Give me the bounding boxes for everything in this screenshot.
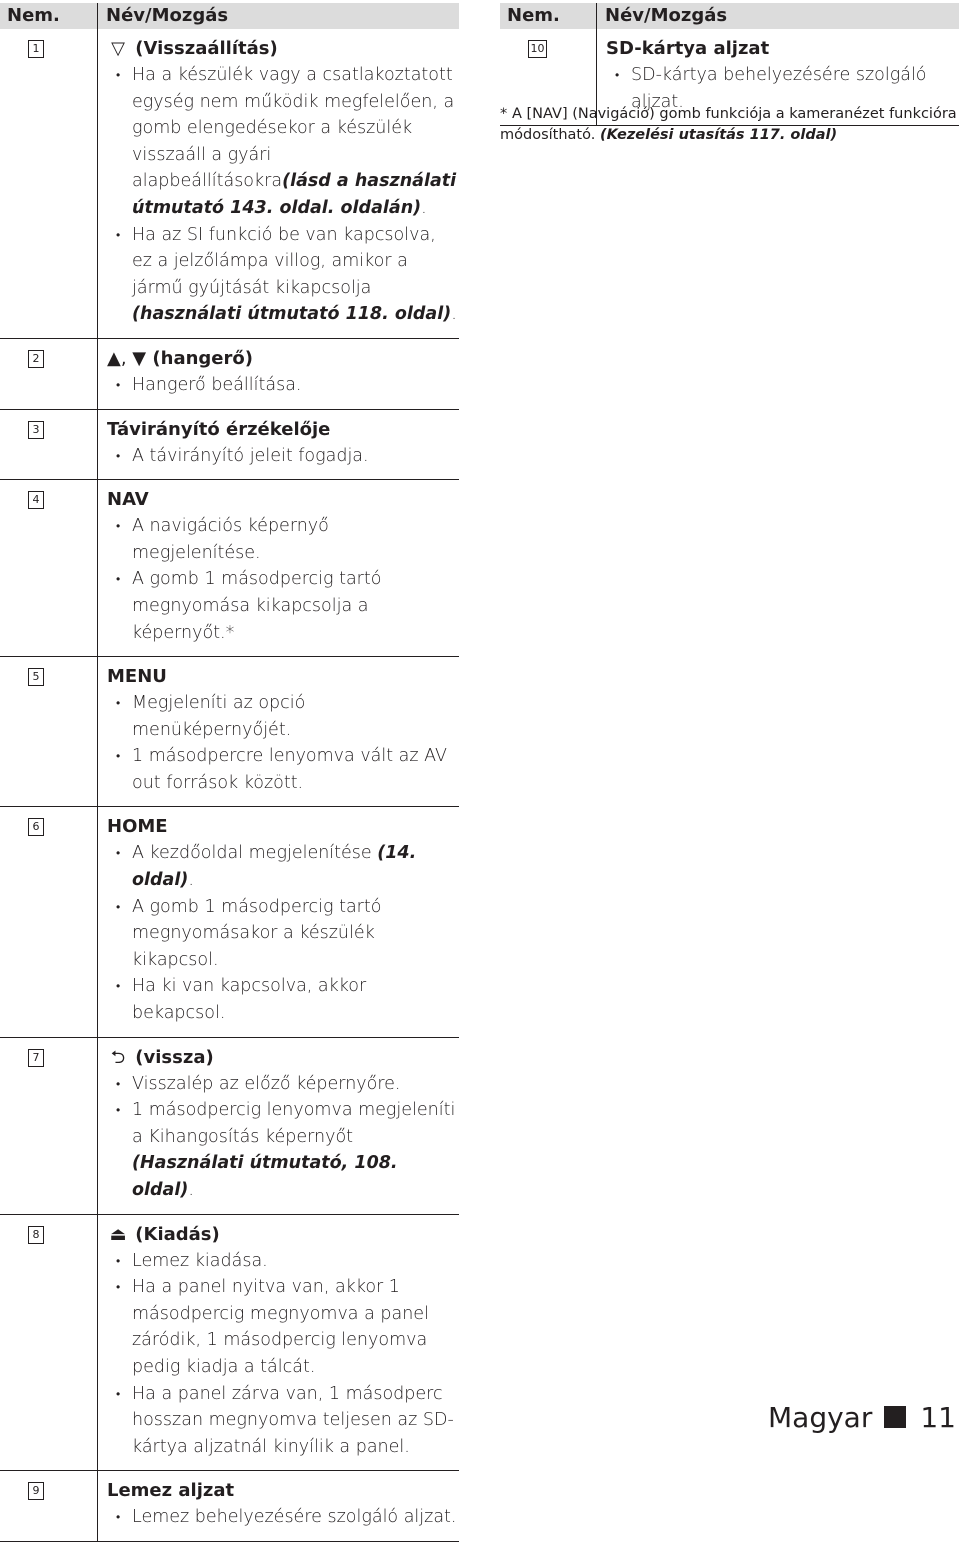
- button-icon: ▲, ▼: [107, 347, 147, 369]
- header-num: Nem.: [500, 3, 597, 29]
- item-text: 1 másodpercre lenyomva vált az AV out források között.: [132, 746, 447, 793]
- row-title-text: HOME: [107, 816, 168, 838]
- row-title-text: NAV: [107, 489, 149, 511]
- item-text: Ha a panel nyitva van, akkor 1 másodpercig megnyomva a panel záródik, 1 másodpercig lenyomva pedig kiadja a tálcát.: [132, 1277, 429, 1377]
- list-item: [107, 1071, 459, 1098]
- row-body: [98, 1471, 460, 1542]
- item-text: Ha a panel zárva van, 1 másodperc hosszan megnyomva teljesen az SD-kártya aljzatnál kinyílik a panel.: [132, 1383, 454, 1457]
- row-title-text: MENU: [107, 666, 167, 688]
- header-name: Név/Mozgás: [98, 3, 460, 29]
- item-text: Hangerő beállítása.: [132, 374, 302, 395]
- button-icon: ⏏: [109, 1223, 127, 1245]
- item-text: Visszalép az előző képernyőre.: [132, 1073, 401, 1094]
- item-text: A gomb 1 másodpercig tartó megnyomása kikapcsolja a képernyőt.*: [132, 569, 382, 643]
- row-title: [107, 1222, 459, 1248]
- list-item: [107, 743, 459, 796]
- row-title-text: (Kiadás): [135, 1223, 220, 1245]
- list-item: [107, 513, 459, 566]
- item-text: A kezdőoldal megjelenítése: [132, 843, 378, 864]
- table-row: [0, 1471, 459, 1542]
- list-item: [107, 372, 459, 399]
- item-text: A távirányító jeleit fogadja.: [132, 445, 369, 466]
- footnote-ref: (Kezelési utasítás 117. oldal): [599, 127, 838, 143]
- row-number-cell: [0, 338, 98, 409]
- row-body: [98, 657, 460, 807]
- row-number-cell: [0, 1471, 98, 1542]
- row-title: [107, 814, 459, 840]
- item-text: A navigációs képernyő megjelenítése.: [132, 516, 329, 563]
- row-number: 5: [28, 668, 44, 686]
- page-footer: [768, 1395, 956, 1439]
- left-table: [0, 3, 459, 1542]
- bullet-list: [107, 1504, 459, 1531]
- footer-language: Magyar: [768, 1400, 873, 1434]
- item-reference: (lásd a használati útmutató 143. oldal. oldalán): [132, 171, 457, 218]
- table-row: [0, 29, 459, 338]
- footnote: [500, 104, 960, 146]
- item-text: A gomb 1 másodpercig tartó megnyomásakor a készülék kikapcsol.: [132, 896, 382, 970]
- row-body: [98, 1214, 460, 1471]
- button-icon: ⮌: [110, 1046, 126, 1068]
- table-row: [0, 480, 459, 657]
- list-item: [107, 840, 459, 893]
- row-number-cell: [0, 480, 98, 657]
- row-number: 8: [28, 1226, 44, 1244]
- row-title-text: Távirányító érzékelője: [107, 418, 331, 440]
- row-body: [98, 409, 460, 480]
- row-number-cell: [0, 1037, 98, 1214]
- row-title: [107, 36, 459, 62]
- row-title-text: Lemez aljzat: [107, 1480, 235, 1502]
- square-icon: [884, 1406, 906, 1428]
- row-number: 2: [28, 350, 44, 368]
- bullet-list: [107, 840, 459, 1026]
- footnote-mark: *: [500, 106, 508, 122]
- table-row: [0, 409, 459, 480]
- row-number-cell: [0, 1214, 98, 1471]
- button-icon: ▽: [111, 38, 125, 59]
- list-item: [107, 222, 459, 328]
- item-suffix: .: [188, 1180, 194, 1200]
- item-suffix: .: [188, 870, 194, 891]
- footnote-text: A [NAV] (Navigáció) gomb funkciója a kameranézet funkcióra módosítható.: [500, 106, 957, 143]
- row-number: 10: [528, 40, 547, 58]
- row-title: [606, 36, 959, 62]
- table-row: [0, 338, 459, 409]
- list-item: [107, 1097, 459, 1203]
- row-number-cell: [0, 29, 98, 338]
- list-item: [107, 62, 459, 222]
- item-text: Megjeleníti az opció menüképernyőjét.: [132, 693, 306, 740]
- row-body: [98, 338, 460, 409]
- row-number: 9: [28, 1482, 44, 1500]
- item-suffix: .: [451, 304, 457, 325]
- list-item: [107, 973, 459, 1026]
- row-body: [98, 480, 460, 657]
- item-text: Ha ki van kapcsolva, akkor bekapcsol.: [132, 976, 367, 1024]
- row-number: 4: [28, 491, 44, 509]
- list-item: [107, 894, 459, 974]
- table-row: [0, 1214, 459, 1471]
- table-row: [0, 1037, 459, 1214]
- row-number-cell: [0, 409, 98, 480]
- item-reference: (használati útmutató 118. oldal): [132, 304, 452, 325]
- row-body: [98, 1037, 460, 1214]
- row-title: [107, 417, 459, 443]
- table-row: [0, 657, 459, 807]
- item-text: 1 másodpercig lenyomva megjeleníti a Kihangosítás képernyőt: [132, 1100, 456, 1147]
- row-title: [107, 1045, 459, 1071]
- row-number: 3: [28, 421, 44, 439]
- bullet-list: [107, 62, 459, 328]
- item-text: Lemez behelyezésére szolgáló aljzat.: [132, 1507, 457, 1528]
- bullet-list: [107, 690, 459, 796]
- header-num: Nem.: [0, 3, 98, 29]
- row-number: 6: [28, 818, 44, 836]
- bullet-list: [107, 1248, 459, 1461]
- item-text: Lemez kiadása.: [132, 1250, 268, 1271]
- row-title-text: (vissza): [135, 1046, 214, 1068]
- row-number: 7: [28, 1049, 44, 1067]
- item-reference: (Használati útmutató, 108. oldal): [132, 1153, 398, 1200]
- row-title: [107, 1478, 459, 1504]
- bullet-list: [107, 443, 459, 470]
- page-number: 11: [920, 1400, 956, 1434]
- row-title-text: (hangerő): [152, 347, 253, 369]
- item-text: Ha a készülék vagy a csatlakoztatott egység nem működik megfelelően, a gomb elengedésekor a készülék visszaáll a gyári alapbeállításokra: [132, 65, 455, 192]
- list-item: [107, 690, 459, 743]
- list-item: [107, 1274, 459, 1380]
- list-item: [107, 566, 459, 646]
- item-reference: (14. oldal): [132, 843, 417, 891]
- bullet-list: [107, 513, 459, 646]
- list-item: [107, 1504, 459, 1531]
- item-suffix: .: [421, 197, 427, 218]
- bullet-list: [107, 372, 459, 399]
- header-name: Név/Mozgás: [597, 3, 960, 29]
- row-title-text: (Visszaállítás): [135, 38, 278, 59]
- row-number-cell: [0, 657, 98, 807]
- list-item: [107, 1381, 459, 1461]
- table-row: [0, 807, 459, 1037]
- row-title: [107, 664, 459, 690]
- item-text: Ha az SI funkció be van kapcsolva, ez a jelzőlámpa villog, amikor a jármű gyújtását kikapcsolja: [132, 224, 436, 298]
- row-title: [107, 346, 459, 372]
- row-body: [98, 29, 460, 338]
- row-number-cell: [0, 807, 98, 1037]
- list-item: [107, 443, 459, 470]
- row-number: 1: [28, 40, 44, 58]
- bullet-list: [107, 1071, 459, 1204]
- item-text: SD-kártya behelyezésére szolgáló aljzat.: [631, 65, 927, 112]
- row-body: [98, 807, 460, 1037]
- row-title-text: SD-kártya aljzat: [606, 38, 770, 59]
- row-title: [107, 487, 459, 513]
- list-item: [107, 1248, 459, 1275]
